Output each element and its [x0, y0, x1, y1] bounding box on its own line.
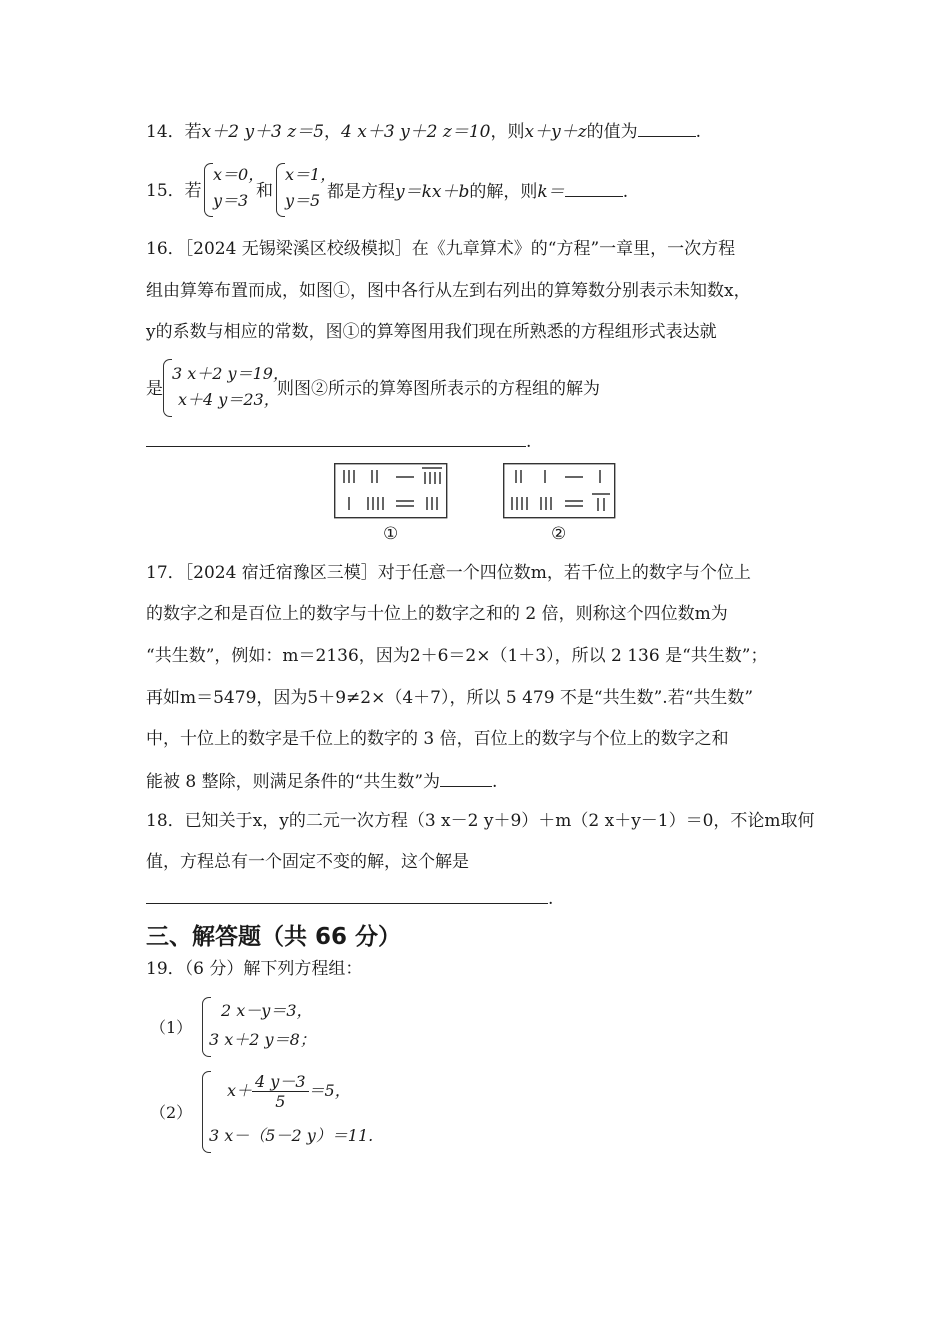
- q15-k: k＝: [537, 182, 565, 202]
- q15-brace-2: [276, 163, 285, 217]
- q18-answer-blank[interactable]: [146, 887, 548, 904]
- q16-brace: [163, 359, 172, 417]
- q15-and-text: 和: [256, 181, 273, 201]
- q19-p2-eq1: [227, 1072, 351, 1111]
- q17-line-2: 的数字之和是百位上的数字与十位上的数字之和的 2 倍，则称这个四位数m为: [146, 604, 728, 624]
- q19-p1-eq2: 3 x＋2 y＝8；: [209, 1030, 316, 1049]
- q15-end: .: [622, 182, 629, 202]
- q16-line-2: 组由算筹布置而成，如图①，图中各行从左到右列出的算筹数分别表示未知数x，: [146, 281, 751, 301]
- q14-separator: ，: [324, 122, 342, 142]
- q16-sys-eq2: x＋4 y＝23，: [178, 390, 280, 409]
- q14-answer-blank[interactable]: [638, 120, 696, 137]
- q19-p1-eq1: 2 x－y＝3，: [221, 1001, 313, 1020]
- section-heading: 三、解答题（共 66 分）: [146, 924, 402, 950]
- q19-p2-numerator: 4 y－3: [252, 1072, 309, 1092]
- q14-text: 若: [184, 122, 202, 142]
- q19-stem: 19．（6 分）解下列方程组：: [146, 959, 363, 979]
- q14-text-mid: ，则: [490, 122, 525, 142]
- q16-end: .: [526, 432, 532, 452]
- q15-brace-1: [204, 163, 213, 217]
- q17-line-1: 17．［2024 宿迁宿豫区三模］对于任意一个四位数m，若千位上的数字与个位上: [146, 563, 751, 583]
- q17-line-4: 再如m＝5479，因为5＋9≠2×（4＋7），所以 5 479 不是“共生数”.若“共生数”: [146, 688, 754, 708]
- q19-part-1-system: [209, 1001, 316, 1050]
- q14-text-post: 的值为: [586, 122, 638, 142]
- q16-text-post: 则图②所示的算筹图所表示的方程组的解为: [277, 379, 600, 399]
- q15-sys2-eq2: y＝5: [285, 191, 321, 210]
- q14-equation-1: x＋2 y＋3 z＝5: [201, 122, 325, 142]
- q18-line-1: 18．已知关于x，y的二元一次方程（3 x－2 y＋9）＋m（2 x＋y－1）＝0，不论m取何: [146, 811, 815, 831]
- q15-number: 15．: [146, 181, 185, 201]
- q17-answer-blank[interactable]: [440, 770, 492, 787]
- q16-figure-1-label: ①: [383, 524, 399, 544]
- q17-line-3: “共生数”，例如：m＝2136，因为2＋6＝2×（1＋3），所以 2 136 是“共生数”；: [146, 646, 768, 666]
- q16-figure-2-label: ②: [551, 524, 567, 544]
- q16-answer-blank[interactable]: [146, 430, 526, 447]
- q18-answer-line: [146, 887, 553, 910]
- q19-p2-eq2: 3 x－（5－2 y）＝11.: [209, 1126, 374, 1145]
- question-14: [146, 120, 701, 143]
- q15-answer-blank[interactable]: [565, 180, 623, 197]
- q18-line-2: 值，方程总有一个固定不变的解，这个解是: [146, 852, 469, 872]
- q16-figure-2: [503, 463, 616, 519]
- q19-p2-eq1-suffix: ＝5，: [308, 1081, 351, 1100]
- q18-end: .: [548, 889, 554, 909]
- q15-sys1-eq2: y＝3: [213, 191, 249, 210]
- q15-text-mid: 都是方程: [327, 182, 395, 202]
- question-15-prefix: [146, 180, 202, 202]
- question-15-rest: [327, 180, 628, 203]
- q19-p2-fraction: [252, 1072, 309, 1111]
- q16-line-1: 16．［2024 无锡梁溪区校级模拟］在《九章算术》的“方程”一章里，一次方程: [146, 239, 736, 259]
- q16-pre: [146, 378, 163, 400]
- q15-sys1-eq1: x＝0，: [213, 165, 265, 184]
- q16-answer-line: [146, 430, 531, 453]
- q17-end: .: [492, 772, 498, 792]
- q15-equation: y＝kx＋b: [395, 182, 470, 202]
- q19-part-2-label: （2）: [150, 1103, 193, 1122]
- q14-expression: x＋y＋z: [524, 122, 587, 142]
- q19-part-1-label: （1）: [150, 1018, 193, 1037]
- q15-and: [256, 180, 273, 202]
- q15-text-post: 的解，则: [469, 182, 538, 202]
- q17-line-5: 中，十位上的数字是千位上的数字的 3 倍，百位上的数字与个位上的数字之和: [146, 729, 729, 749]
- q15-text: 若: [184, 181, 202, 201]
- q19-p2-eq1-prefix: x＋: [227, 1081, 253, 1100]
- q19-p2-denominator: 5: [275, 1092, 286, 1111]
- q16-pre-text: 是: [146, 379, 163, 399]
- q14-end: .: [695, 122, 702, 142]
- q14-number: 14．: [146, 122, 185, 142]
- q17-line-6-text: 能被 8 整除，则满足条件的“共生数”为: [146, 772, 441, 792]
- q16-sys-eq1: 3 x＋2 y＝19，: [172, 364, 289, 383]
- q16-line-3: y的系数与相应的常数，图①的算筹图用我们现在所熟悉的方程组形式表达就: [146, 322, 717, 342]
- q16-system: [172, 364, 289, 410]
- q17-line-6: [146, 770, 497, 793]
- q16-figure-1: [334, 463, 448, 519]
- q15-sys2-eq1: x＝1，: [285, 165, 337, 184]
- q14-equation-2: 4 x＋3 y＋2 z＝10: [341, 122, 491, 142]
